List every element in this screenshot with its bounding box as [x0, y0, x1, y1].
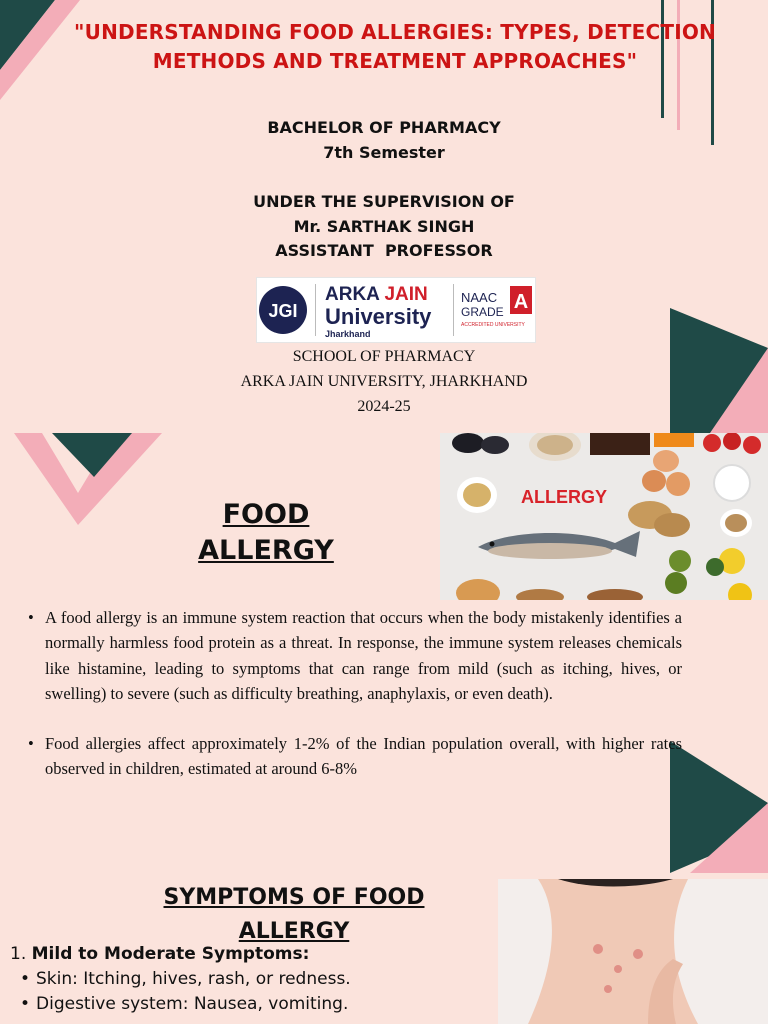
skin-rash-photo: [498, 879, 768, 1024]
university-logo-graphic: [257, 278, 535, 342]
food-allergy-bullets: [28, 605, 682, 782]
symptoms-heading: [140, 881, 448, 949]
supervisor-designation: ASSISTANT PROFESSOR: [275, 241, 493, 260]
presentation-title: "UNDERSTANDING FOOD ALLERGIES: TYPES, DETECTION METHODS AND TREATMENT APPROACHES": [74, 20, 716, 73]
food-allergy-heading: [160, 497, 372, 569]
chevron-decoration: [14, 433, 162, 525]
list-item: • Digestive system: Nausea, vomiting.: [10, 992, 351, 1017]
list-item: • Skin: Itching, hives, rash, or redness.: [10, 967, 351, 992]
food-allergy-heading-line1: FOOD: [222, 499, 310, 530]
logo-name-jain: JAIN: [384, 284, 428, 305]
allergy-food-photo: [440, 433, 768, 600]
symptom-category: [10, 942, 351, 967]
food-allergy-slide: [0, 433, 768, 873]
neck-rash-illustration: [498, 879, 768, 1024]
symptoms-slide: [0, 873, 768, 1024]
logo-name-university: University: [325, 304, 432, 329]
naac-grade-label: GRADE: [461, 305, 504, 319]
naac-label: NAAC: [461, 290, 498, 305]
naac-grade-value: A: [513, 291, 529, 313]
svg-text:ARKA JAIN: [325, 284, 428, 305]
logo-location: Jharkhand: [325, 329, 371, 339]
university-name: ARKA JAIN UNIVERSITY, JHARKHAND: [240, 373, 528, 390]
food-illustration: [440, 433, 768, 600]
academic-year: 2024-25: [357, 398, 411, 415]
semester-label: 7th Semester: [323, 143, 445, 162]
symptoms-heading-line2: ALLERGY: [238, 919, 350, 944]
symptoms-list: [10, 942, 351, 1017]
list-item: • Food allergies affect approximately 1-2% of the Indian population overall, with higher rates observed in children, estimated at around 6-8%: [28, 731, 682, 782]
symptom-subitems: [10, 967, 351, 1017]
allergy-photo-label: ALLERGY: [520, 487, 608, 507]
school-name: SCHOOL OF PHARMACY: [292, 348, 476, 365]
degree-label: BACHELOR OF PHARMACY: [267, 118, 501, 137]
title-slide: [0, 0, 768, 433]
supervision-label: UNDER THE SUPERVISION OF: [253, 192, 515, 211]
logo-name-arka: ARKA: [325, 284, 385, 305]
list-item: • A food allergy is an immune system reaction that occurs when the body mistakenly identifies a normally harmless food protein as a threat. In response, the immune system releases chemicals like histamine, leading to symptoms that can range from mild (such as itching, hives, or swelling) to severe (such as difficulty breathing, anaphylaxis, or even death).: [28, 605, 682, 706]
accredited-label: ACCREDITED UNIVERSITY: [461, 322, 525, 328]
logo-monogram: JGI: [268, 301, 298, 321]
university-logo: [256, 277, 536, 343]
symptom-category-title: Mild to Moderate Symptoms:: [31, 944, 310, 964]
supervisor-name: Mr. SARTHAK SINGH: [293, 217, 475, 236]
symptom-category-number: 1.: [10, 944, 27, 964]
corner-decoration-right: [670, 741, 768, 873]
symptoms-heading-line1: SYMPTOMS OF FOOD: [163, 885, 425, 910]
food-allergy-heading-line2: ALLERGY: [198, 535, 334, 566]
